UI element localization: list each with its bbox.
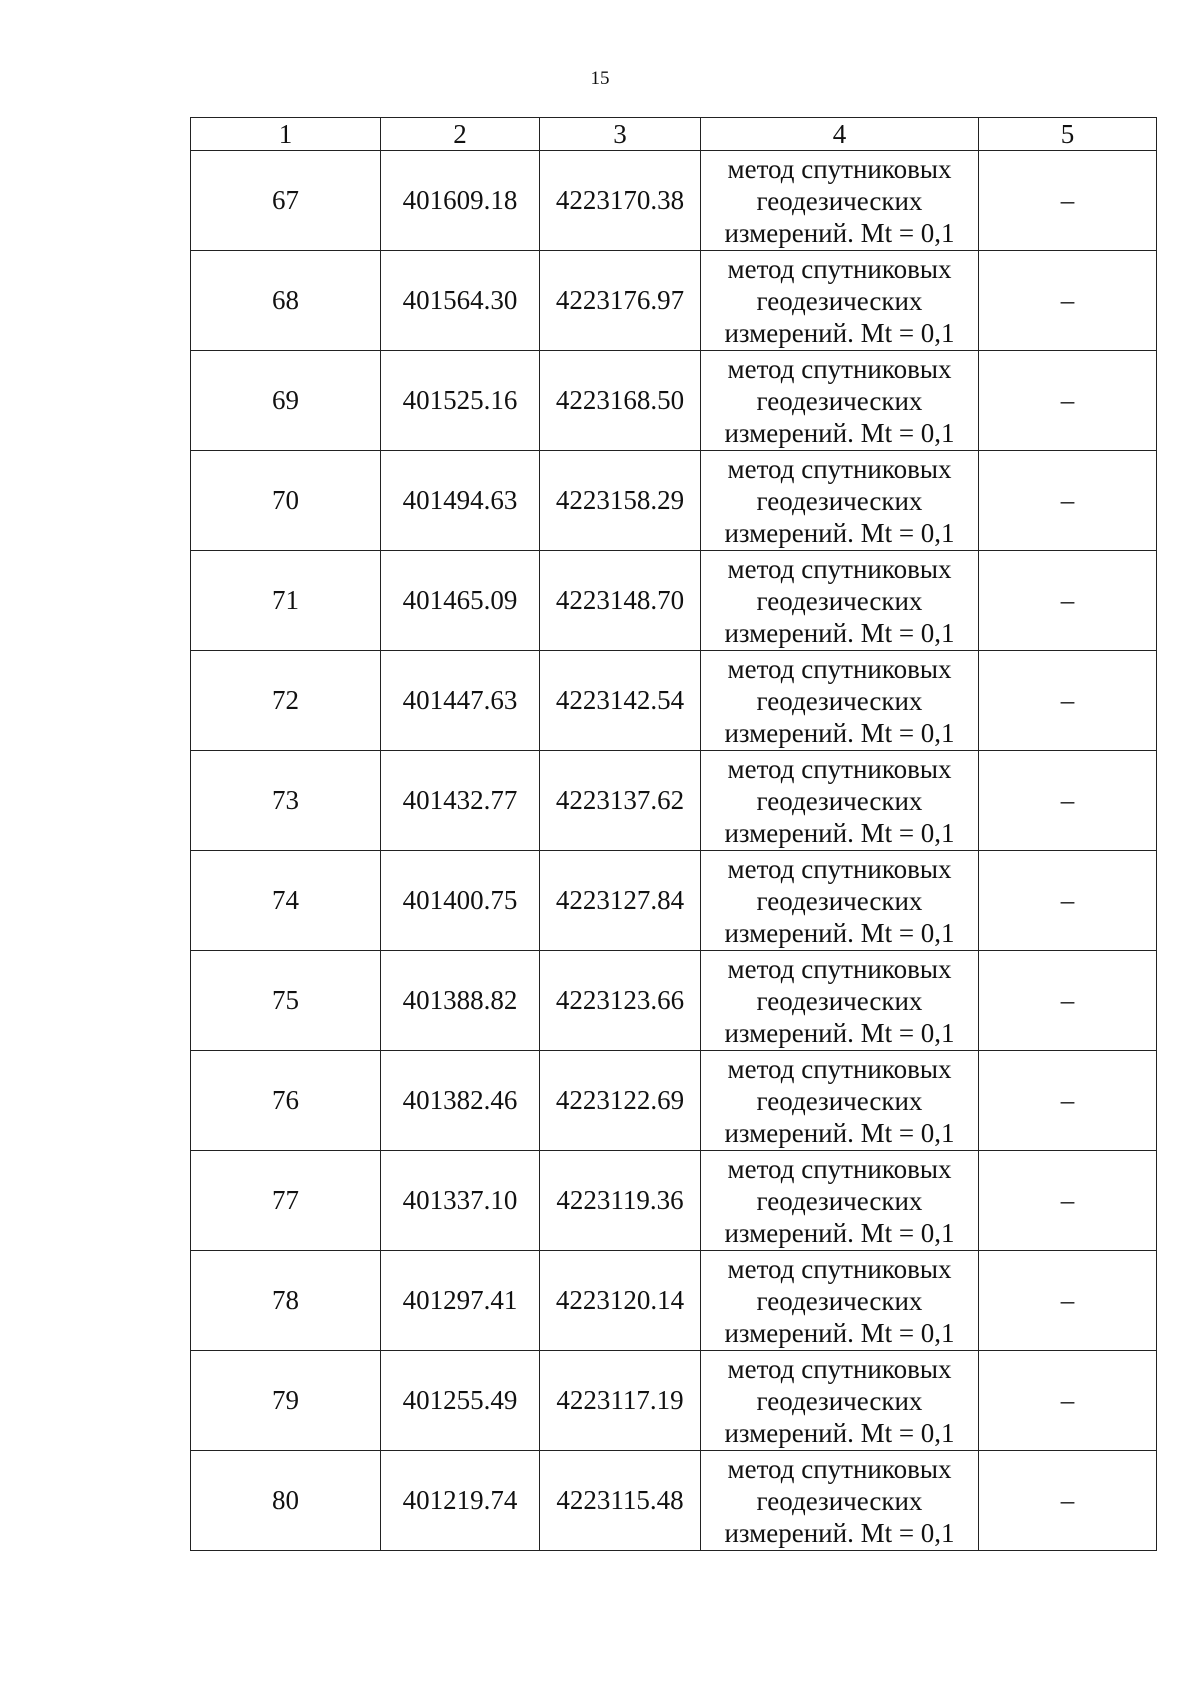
method-cell: метод спутниковых геодезических измерений. Mt = 0,1 <box>701 1351 979 1451</box>
point-number-cell: 77 <box>191 1151 381 1251</box>
note-cell: – <box>979 1151 1157 1251</box>
y-coordinate-cell: 4223127.84 <box>540 851 701 951</box>
method-cell: метод спутниковых геодезических измерений. Mt = 0,1 <box>701 451 979 551</box>
y-coordinate-cell: 4223176.97 <box>540 251 701 351</box>
y-coordinate-cell: 4223119.36 <box>540 1151 701 1251</box>
method-cell: метод спутниковых геодезических измерений. Mt = 0,1 <box>701 851 979 951</box>
y-coordinate-cell: 4223170.38 <box>540 151 701 251</box>
x-coordinate-cell: 401400.75 <box>381 851 540 951</box>
note-cell: – <box>979 1451 1157 1551</box>
note-cell: – <box>979 851 1157 951</box>
method-cell: метод спутниковых геодезических измерений. Mt = 0,1 <box>701 1251 979 1351</box>
x-coordinate-cell: 401337.10 <box>381 1151 540 1251</box>
table-row <box>191 551 1157 651</box>
table-row <box>191 1251 1157 1351</box>
y-coordinate-cell: 4223137.62 <box>540 751 701 851</box>
table-row <box>191 1451 1157 1551</box>
y-coordinate-cell: 4223122.69 <box>540 1051 701 1151</box>
page-number: 15 <box>590 68 610 89</box>
method-cell: метод спутниковых геодезических измерений. Mt = 0,1 <box>701 551 979 651</box>
table-row <box>191 1051 1157 1151</box>
table-row <box>191 951 1157 1051</box>
point-number-cell: 69 <box>191 351 381 451</box>
table-row <box>191 151 1157 251</box>
x-coordinate-cell: 401382.46 <box>381 1051 540 1151</box>
y-coordinate-cell: 4223123.66 <box>540 951 701 1051</box>
point-number-cell: 78 <box>191 1251 381 1351</box>
point-number-cell: 80 <box>191 1451 381 1551</box>
note-cell: – <box>979 151 1157 251</box>
x-coordinate-cell: 401297.41 <box>381 1251 540 1351</box>
x-coordinate-cell: 401388.82 <box>381 951 540 1051</box>
point-number-cell: 74 <box>191 851 381 951</box>
y-coordinate-cell: 4223158.29 <box>540 451 701 551</box>
point-number-cell: 72 <box>191 651 381 751</box>
method-cell: метод спутниковых геодезических измерений. Mt = 0,1 <box>701 1451 979 1551</box>
y-coordinate-cell: 4223115.48 <box>540 1451 701 1551</box>
method-cell: метод спутниковых геодезических измерений. Mt = 0,1 <box>701 351 979 451</box>
method-cell: метод спутниковых геодезических измерений. Mt = 0,1 <box>701 751 979 851</box>
x-coordinate-cell: 401219.74 <box>381 1451 540 1551</box>
method-cell: метод спутниковых геодезических измерений. Mt = 0,1 <box>701 1151 979 1251</box>
point-number-cell: 73 <box>191 751 381 851</box>
note-cell: – <box>979 751 1157 851</box>
point-number-cell: 79 <box>191 1351 381 1451</box>
method-cell: метод спутниковых геодезических измерений. Mt = 0,1 <box>701 651 979 751</box>
x-coordinate-cell: 401447.63 <box>381 651 540 751</box>
column-header-1: 1 <box>191 118 381 151</box>
coordinates-table <box>190 117 1157 1551</box>
table-row <box>191 1351 1157 1451</box>
table-row <box>191 651 1157 751</box>
x-coordinate-cell: 401255.49 <box>381 1351 540 1451</box>
x-coordinate-cell: 401432.77 <box>381 751 540 851</box>
x-coordinate-cell: 401609.18 <box>381 151 540 251</box>
note-cell: – <box>979 551 1157 651</box>
point-number-cell: 71 <box>191 551 381 651</box>
note-cell: – <box>979 451 1157 551</box>
table-row <box>191 851 1157 951</box>
table-row <box>191 751 1157 851</box>
column-header-2: 2 <box>381 118 540 151</box>
method-cell: метод спутниковых геодезических измерений. Mt = 0,1 <box>701 151 979 251</box>
table-row <box>191 251 1157 351</box>
note-cell: – <box>979 1051 1157 1151</box>
column-header-5: 5 <box>979 118 1157 151</box>
x-coordinate-cell: 401564.30 <box>381 251 540 351</box>
method-cell: метод спутниковых геодезических измерений. Mt = 0,1 <box>701 251 979 351</box>
x-coordinate-cell: 401525.16 <box>381 351 540 451</box>
note-cell: – <box>979 251 1157 351</box>
note-cell: – <box>979 1351 1157 1451</box>
x-coordinate-cell: 401494.63 <box>381 451 540 551</box>
note-cell: – <box>979 651 1157 751</box>
table-row <box>191 451 1157 551</box>
point-number-cell: 68 <box>191 251 381 351</box>
method-cell: метод спутниковых геодезических измерений. Mt = 0,1 <box>701 1051 979 1151</box>
column-header-4: 4 <box>701 118 979 151</box>
table-header-row <box>191 118 1157 151</box>
y-coordinate-cell: 4223168.50 <box>540 351 701 451</box>
table-row <box>191 351 1157 451</box>
y-coordinate-cell: 4223148.70 <box>540 551 701 651</box>
point-number-cell: 75 <box>191 951 381 1051</box>
y-coordinate-cell: 4223142.54 <box>540 651 701 751</box>
y-coordinate-cell: 4223117.19 <box>540 1351 701 1451</box>
method-cell: метод спутниковых геодезических измерений. Mt = 0,1 <box>701 951 979 1051</box>
column-header-3: 3 <box>540 118 701 151</box>
note-cell: – <box>979 351 1157 451</box>
x-coordinate-cell: 401465.09 <box>381 551 540 651</box>
note-cell: – <box>979 1251 1157 1351</box>
y-coordinate-cell: 4223120.14 <box>540 1251 701 1351</box>
point-number-cell: 70 <box>191 451 381 551</box>
note-cell: – <box>979 951 1157 1051</box>
point-number-cell: 67 <box>191 151 381 251</box>
table-row <box>191 1151 1157 1251</box>
point-number-cell: 76 <box>191 1051 381 1151</box>
